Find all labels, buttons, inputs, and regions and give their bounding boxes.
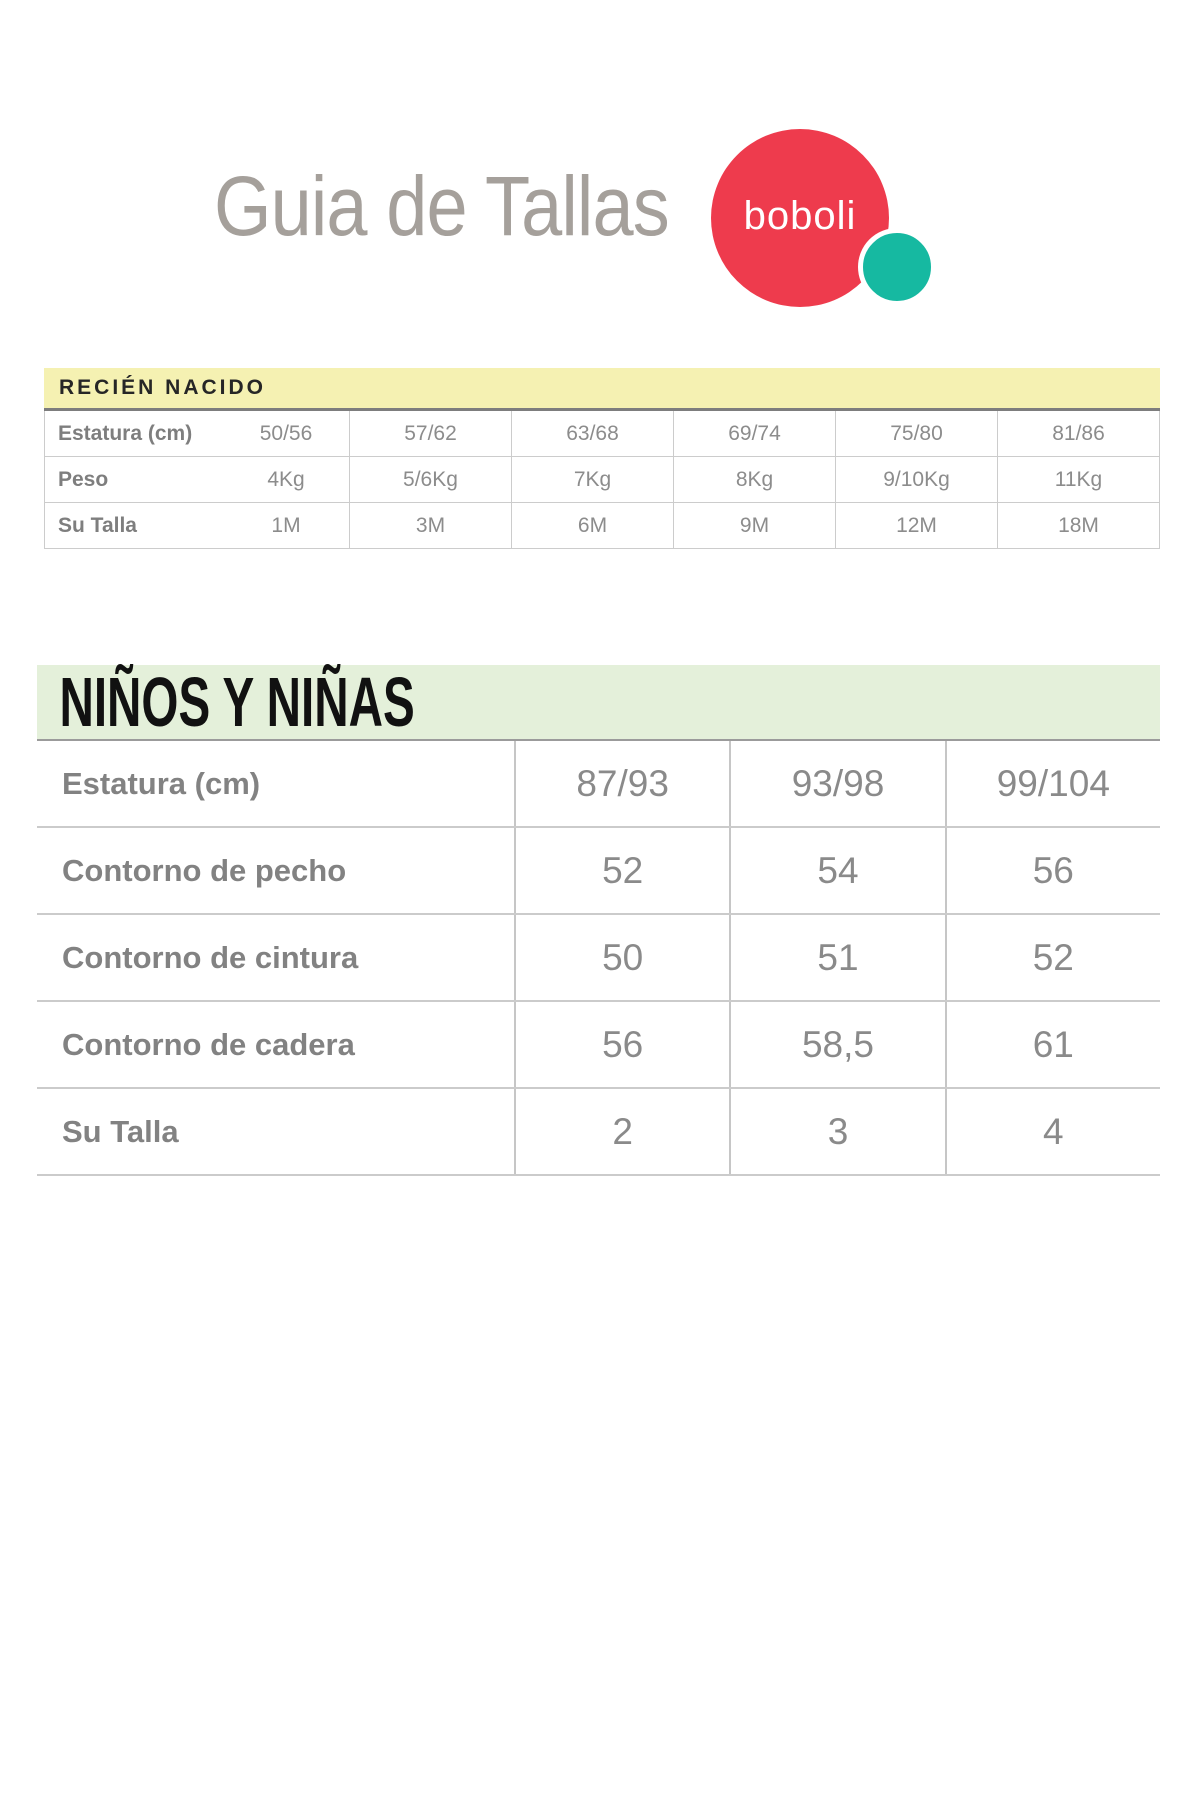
- table-cell: 51: [729, 915, 944, 1000]
- table-cell: 9M: [673, 503, 835, 548]
- newborn-size-table: [44, 368, 1160, 549]
- table-cell: 8Kg: [673, 457, 835, 502]
- row-label: Su Talla: [62, 1113, 179, 1149]
- newborn-table-header: RECIÉN NACIDO: [44, 368, 1160, 408]
- boboli-logo-teal-circle: [858, 228, 936, 306]
- row-label: Estatura (cm): [62, 765, 261, 801]
- table-row-peso: [44, 457, 1160, 503]
- kids-table-header: [37, 665, 1160, 741]
- table-cell: 81/86: [997, 411, 1159, 456]
- table-cell: 58,5: [729, 1002, 944, 1087]
- table-cell: 63/68: [511, 411, 673, 456]
- row-label: Su Talla: [58, 513, 137, 537]
- table-cell: 54: [729, 828, 944, 913]
- table-cell: 1M: [271, 513, 301, 537]
- table-row-estatura: [44, 411, 1160, 457]
- table-row-su-talla: [44, 503, 1160, 549]
- kids-size-table: [37, 665, 1160, 1176]
- table-cell: 56: [945, 828, 1160, 913]
- row-label: Contorno de cadera: [62, 1026, 355, 1062]
- table-cell: 18M: [997, 503, 1159, 548]
- boboli-brand-text: boboli: [743, 193, 857, 238]
- table-cell: 99/104: [945, 741, 1160, 826]
- table-cell: 7Kg: [511, 457, 673, 502]
- table-cell: 57/62: [349, 411, 511, 456]
- table-cell: 5/6Kg: [349, 457, 511, 502]
- table-cell: 56: [514, 1002, 729, 1087]
- table-cell: 4Kg: [267, 467, 305, 491]
- table-cell: 6M: [511, 503, 673, 548]
- row-label: Contorno de pecho: [62, 852, 347, 888]
- table-cell: 69/74: [673, 411, 835, 456]
- table-cell: 3M: [349, 503, 511, 548]
- table-cell: 9/10Kg: [835, 457, 997, 502]
- table-cell: 52: [514, 828, 729, 913]
- table-cell: 61: [945, 1002, 1160, 1087]
- row-label: Estatura (cm): [58, 421, 193, 445]
- kids-table-header-text: NIÑOS Y NIÑAS: [59, 663, 415, 741]
- table-row-contorno-cintura: [37, 915, 1160, 1002]
- table-row-su-talla: [37, 1089, 1160, 1176]
- table-cell: 50: [514, 915, 729, 1000]
- page-title: Guia de Tallas: [214, 159, 669, 253]
- table-cell: 2: [514, 1089, 729, 1174]
- table-cell: 4: [945, 1089, 1160, 1174]
- table-row-contorno-cadera: [37, 1002, 1160, 1089]
- table-cell: 52: [945, 915, 1160, 1000]
- table-cell: 11Kg: [997, 457, 1159, 502]
- table-row-contorno-pecho: [37, 828, 1160, 915]
- table-cell: 75/80: [835, 411, 997, 456]
- newborn-table-body: [44, 408, 1160, 549]
- table-cell: 12M: [835, 503, 997, 548]
- row-label: Contorno de cintura: [62, 939, 359, 975]
- table-cell: 93/98: [729, 741, 944, 826]
- table-cell: 87/93: [514, 741, 729, 826]
- table-cell: 3: [729, 1089, 944, 1174]
- table-cell: 50/56: [259, 421, 313, 445]
- table-row-estatura: [37, 741, 1160, 828]
- row-label: Peso: [58, 467, 109, 491]
